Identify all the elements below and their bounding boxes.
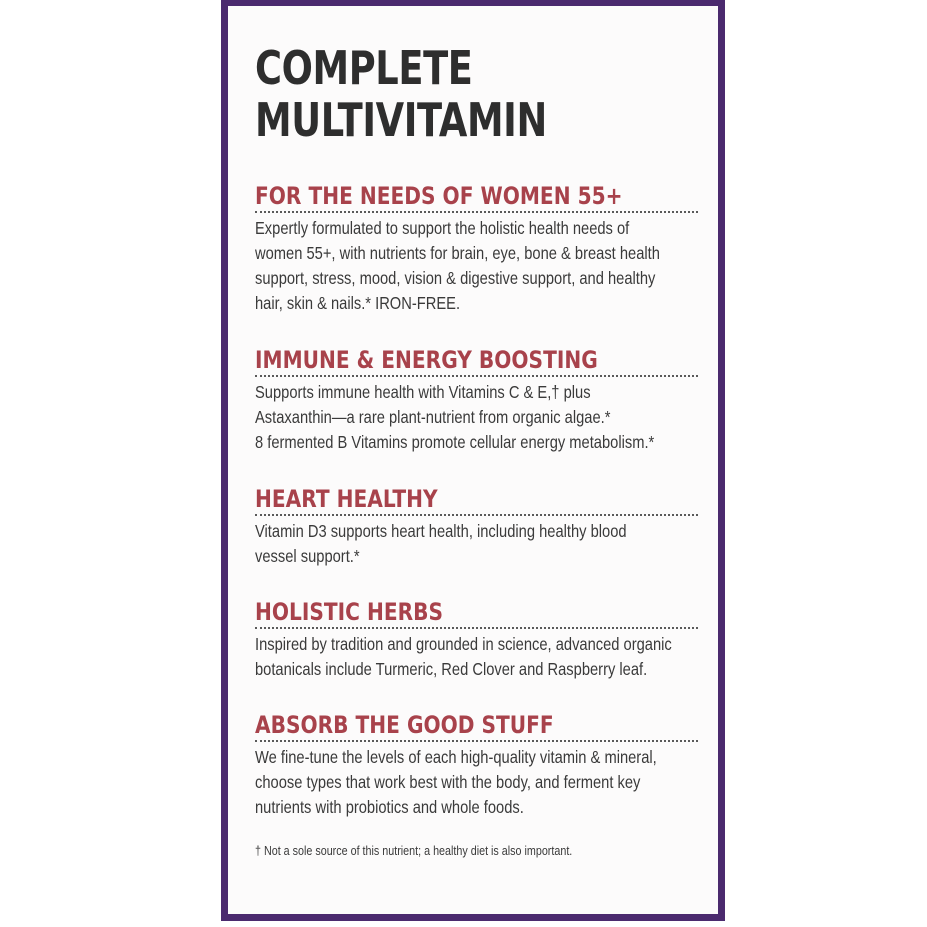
body-line: 8 fermented B Vitamins promote cellular energy metabolism.* xyxy=(255,432,655,452)
section-heading: HOLISTIC HERBS xyxy=(255,598,444,626)
body-line: Supports immune health with Vitamins C & E,† plus xyxy=(255,382,591,402)
dotted-divider xyxy=(255,514,698,516)
section-body xyxy=(255,216,692,316)
section-women-55 xyxy=(255,182,698,316)
body-line: support, stress, mood, vision & digestive support, and healthy xyxy=(255,268,656,288)
title-line-1: COMPLETE xyxy=(255,41,473,95)
body-line: vessel support.* xyxy=(255,546,360,566)
dotted-divider xyxy=(255,627,698,629)
section-heading: IMMUNE & ENERGY BOOSTING xyxy=(255,346,598,374)
body-line: botanicals include Turmeric, Red Clover and Raspberry leaf. xyxy=(255,659,648,679)
body-line: Expertly formulated to support the holistic health needs of xyxy=(255,218,630,238)
footnote: † Not a sole source of this nutrient; a healthy diet is also important. xyxy=(255,844,573,858)
section-heading: HEART HEALTHY xyxy=(255,485,438,513)
section-holistic-herbs xyxy=(255,598,698,682)
dotted-divider xyxy=(255,740,698,742)
section-immune-energy xyxy=(255,346,698,455)
section-heading: ABSORB THE GOOD STUFF xyxy=(255,711,554,739)
body-line: We fine-tune the levels of each high-quality vitamin & mineral, xyxy=(255,747,657,767)
body-line: hair, skin & nails.* IRON-FREE. xyxy=(255,293,461,313)
section-body xyxy=(255,632,692,682)
body-line: women 55+, with nutrients for brain, eye, bone & breast health xyxy=(255,243,660,263)
section-body xyxy=(255,380,692,455)
section-heading: FOR THE NEEDS OF WOMEN 55+ xyxy=(255,182,623,210)
body-line: Astaxanthin—a rare plant-nutrient from organic algae.* xyxy=(255,407,611,427)
product-title xyxy=(255,42,547,146)
body-line: choose types that work best with the body, and ferment key xyxy=(255,772,641,792)
body-line: Vitamin D3 supports heart health, including healthy blood xyxy=(255,521,627,541)
body-line: Inspired by tradition and grounded in science, advanced organic xyxy=(255,634,672,654)
section-heart-healthy xyxy=(255,485,698,569)
title-line-2: MULTIVITAMIN xyxy=(255,93,547,147)
section-body xyxy=(255,745,692,820)
body-line: nutrients with probiotics and whole foods. xyxy=(255,797,524,817)
dotted-divider xyxy=(255,375,698,377)
section-absorb-good-stuff xyxy=(255,711,698,820)
label-panel xyxy=(221,0,725,921)
section-body xyxy=(255,519,692,569)
dotted-divider xyxy=(255,211,698,213)
